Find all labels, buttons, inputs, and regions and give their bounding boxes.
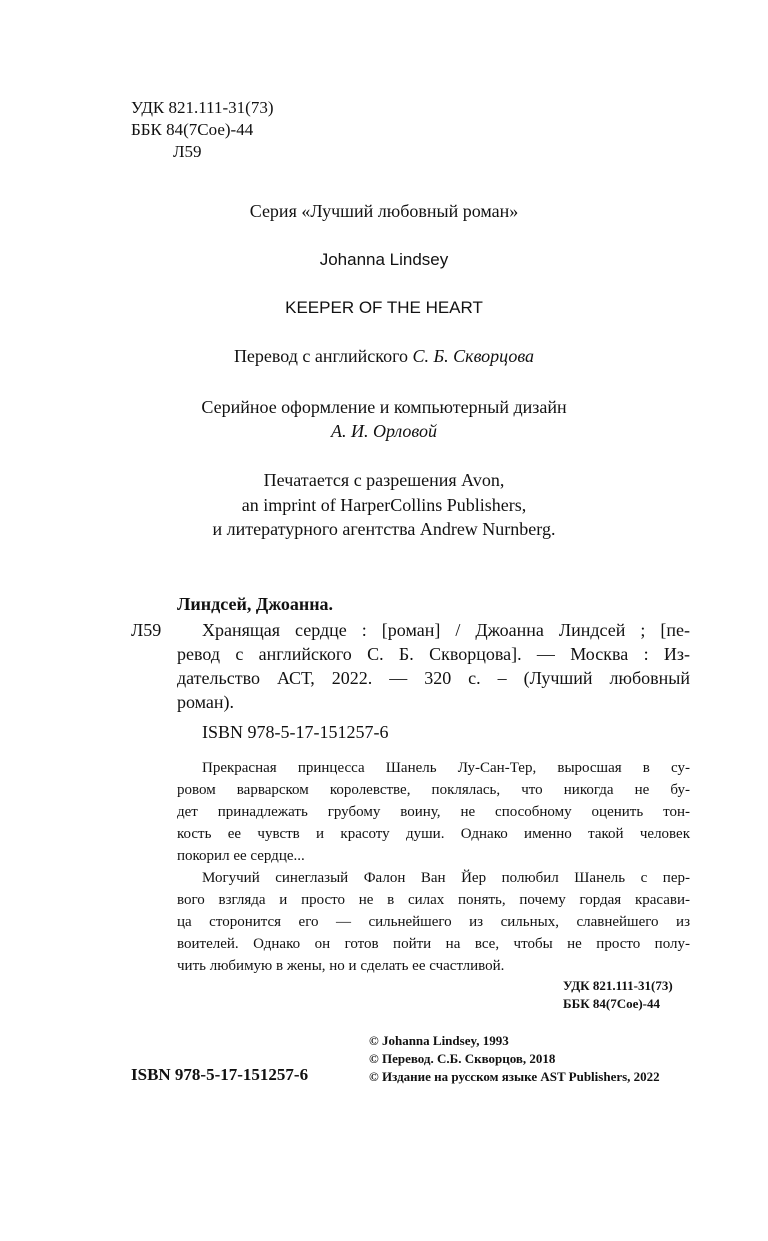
annotation-line: воителей. Однако он готов пойти на все, чтобы не просто полу-	[177, 936, 690, 952]
annotation-line: кость ее чувств и красоту души. Однако именно такой человек	[177, 826, 690, 842]
annotation-line: покорил ее сердце...	[177, 848, 305, 864]
copyright-line: © Перевод. С.Б. Скворцов, 2018	[369, 1051, 556, 1066]
annotation-line: дет принадлежать грубому воину, не способному оценить тон-	[177, 804, 690, 820]
annotation-line: вого взгляда и просто не в силах понять, почему гордая красави-	[177, 892, 690, 908]
catalog-isbn: ISBN 978-5-17-151257-6	[202, 722, 389, 742]
annotation-line: Могучий синеглазый Фалон Ван Йер полюбил Шанель с пер-	[202, 870, 690, 886]
isbn-main: ISBN 978-5-17-151257-6	[131, 1065, 309, 1084]
catalog-entry-line: ревод с английского С. Б. Скворцова]. — Москва : Из-	[177, 644, 690, 664]
annotation-line: ца сторонится его — сильнейшего из сильных, славнейшего из	[177, 914, 690, 930]
bbk-code: ББК 84(7Сое)-44	[131, 120, 254, 139]
permission-line-1: Печатается с разрешения Avon,	[263, 470, 505, 490]
author-mark: Л59	[173, 142, 202, 161]
catalog-entry-line: дательство АСТ, 2022. — 320 с. – (Лучший любовный	[177, 668, 690, 688]
design-credit-line: Серийное оформление и компьютерный дизайн	[201, 397, 567, 417]
translation-credit	[0, 345, 768, 367]
original-author: Johanna Lindsey	[319, 250, 449, 269]
bottom-bbk-code: ББК 84(7Сое)-44	[563, 996, 661, 1011]
designer-name: А. И. Орловой	[331, 421, 437, 441]
copyright-line: © Издание на русском языке AST Publishers, 2022	[369, 1069, 660, 1084]
original-title: KEEPER OF THE HEART	[285, 298, 483, 317]
catalog-mark: Л59	[131, 620, 162, 640]
bottom-udk-code: УДК 821.111-31(73)	[563, 978, 673, 993]
series-title: Серия «Лучший любовный роман»	[249, 201, 519, 221]
annotation-line: чить любимую в жены, но и сделать ее счастливой.	[177, 958, 505, 974]
translator-name: С. Б. Скворцова	[412, 346, 535, 366]
annotation-line: ровом варварском королевстве, поклялась, что никогда не бу-	[177, 782, 690, 798]
catalog-entry-line: Хранящая сердце : [роман] / Джоанна Линдсей ; [пе-	[202, 620, 690, 640]
catalog-heading: Линдсей, Джоанна.	[177, 594, 334, 614]
permission-line-2: an imprint of HarperCollins Publishers,	[241, 495, 527, 515]
annotation-line: Прекрасная принцесса Шанель Лу-Сан-Тер, выросшая в су-	[202, 760, 690, 776]
udk-code: УДК 821.111-31(73)	[131, 98, 274, 117]
copyright-line: © Johanna Lindsey, 1993	[369, 1033, 509, 1048]
permission-line-3: и литературного агентства Andrew Nurnberg.	[212, 519, 556, 539]
catalog-entry-line: роман).	[177, 692, 235, 712]
translation-prefix: Перевод с английского	[233, 346, 409, 366]
